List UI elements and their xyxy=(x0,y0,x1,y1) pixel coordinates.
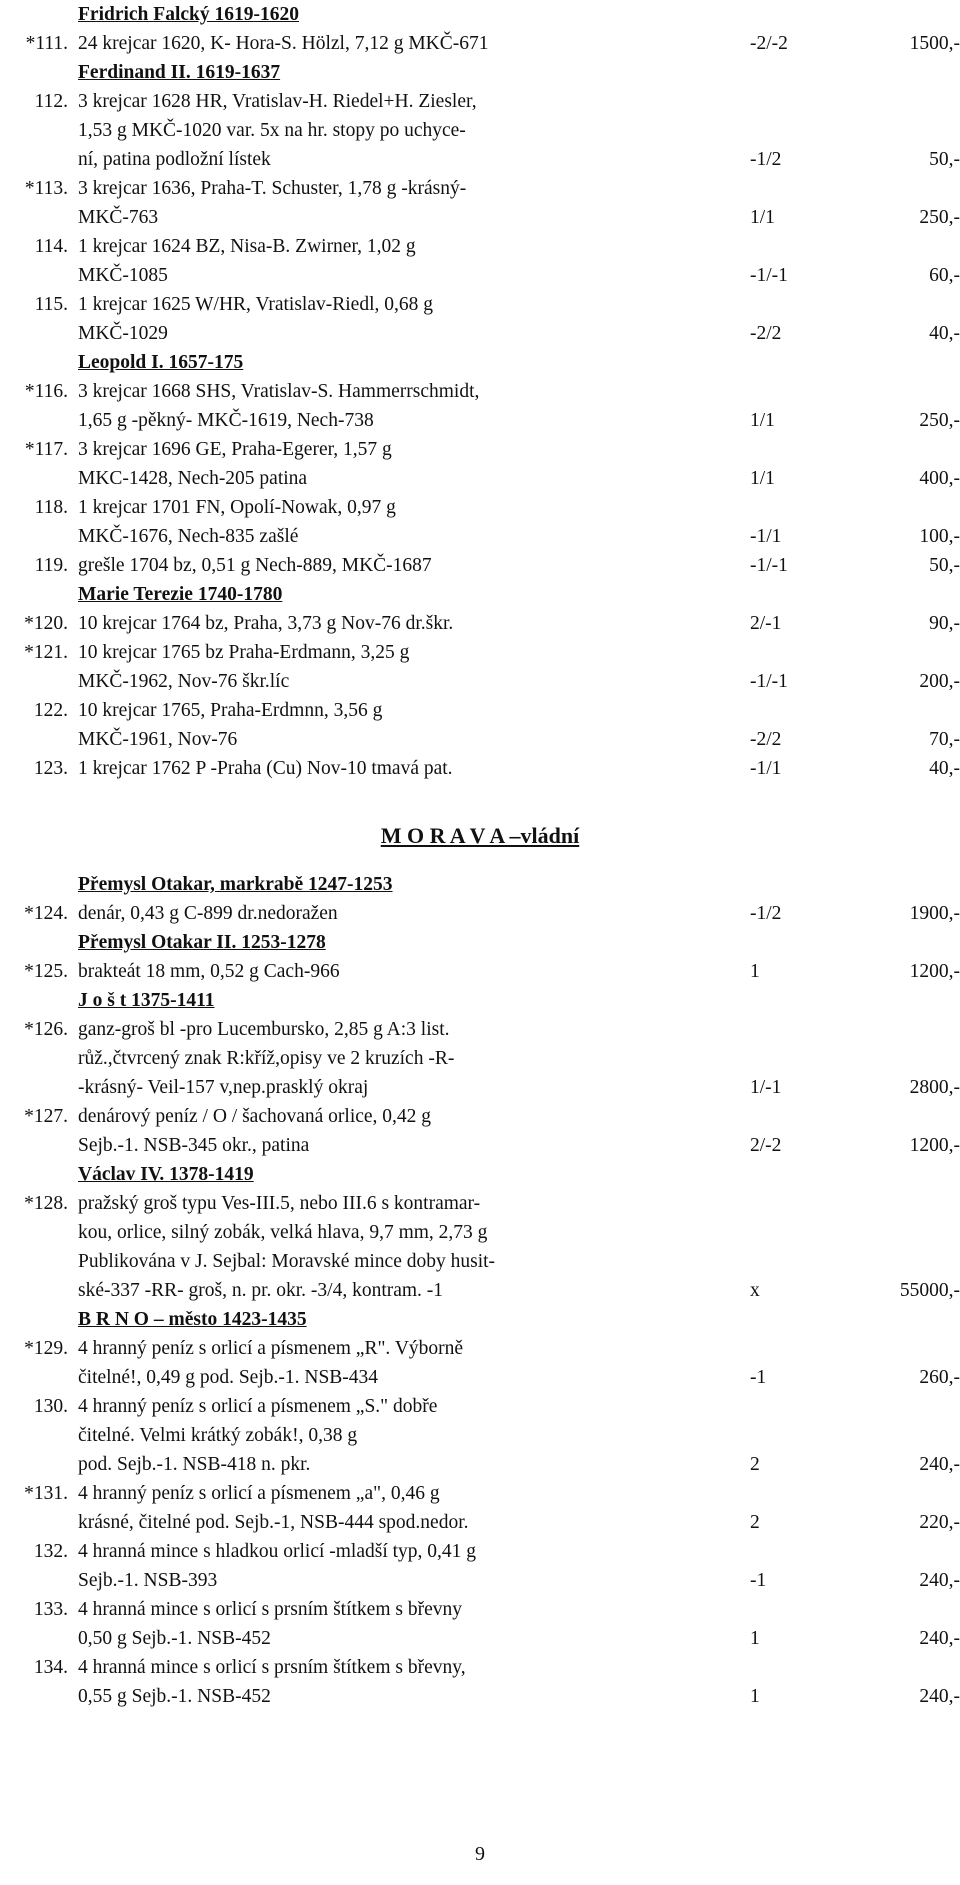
catalog-item-row xyxy=(0,261,960,290)
lot-description: MKČ-1961, Nov-76 xyxy=(78,729,238,750)
lot-description: MKC-1428, Nech-205 patina xyxy=(78,468,308,489)
lot-grade: x xyxy=(750,1280,760,1301)
lot-description: MKČ-1962, Nov-76 škr.líc xyxy=(78,671,290,692)
ruler-heading: Ferdinand II. 1619-1637 xyxy=(78,62,281,83)
catalog-item-row xyxy=(0,1392,960,1421)
lot-grade: -2/-2 xyxy=(750,33,788,54)
catalog-item-row xyxy=(0,1015,960,1044)
catalog-item-row xyxy=(0,1566,960,1595)
lot-description: pražský groš typu Ves-III.5, nebo III.6 s kontramar- xyxy=(78,1193,481,1214)
catalog-item-row xyxy=(0,1276,960,1305)
lot-number: *121. xyxy=(24,642,68,663)
ruler-heading-row xyxy=(0,1305,960,1334)
section-title: M O R A V A –vládní xyxy=(380,823,580,848)
lot-description: Publikována v J. Sejbal: Moravské mince doby husit- xyxy=(78,1251,496,1272)
lot-description: čitelné. Velmi krátký zobák!, 0,38 g xyxy=(78,1425,358,1446)
lot-description: 4 hranný peníz s orlicí a písmenem „R". Výborně xyxy=(78,1338,464,1359)
lot-description: 3 krejcar 1696 GE, Praha-Egerer, 1,57 g xyxy=(78,439,392,460)
catalog-item-row xyxy=(0,203,960,232)
lot-price: 240,- xyxy=(919,1628,960,1649)
ruler-heading-row xyxy=(0,58,960,87)
catalog-item-row xyxy=(0,1653,960,1682)
lot-description: 1 krejcar 1762 P -Praha (Cu) Nov-10 tmavá pat. xyxy=(78,758,453,779)
lot-description: MKČ-1029 xyxy=(78,323,168,344)
catalog-item-row xyxy=(0,696,960,725)
lot-description: 4 hranný peníz s orlicí a písmenem „S." dobře xyxy=(78,1396,438,1417)
lot-description: 1 krejcar 1624 BZ, Nisa-B. Zwirner, 1,02 g xyxy=(78,236,416,257)
catalog-item-row xyxy=(0,319,960,348)
lot-price: 50,- xyxy=(929,555,960,576)
ruler-heading-row xyxy=(0,580,960,609)
catalog-item-row xyxy=(0,1682,960,1711)
ruler-heading-row xyxy=(0,348,960,377)
lot-price: 260,- xyxy=(919,1367,960,1388)
catalog-item-row xyxy=(0,232,960,261)
lot-description: 1,65 g -pěkný- MKČ-1619, Nech-738 xyxy=(78,410,374,431)
lot-grade: -1/2 xyxy=(750,149,782,170)
lot-description: Sejb.-1. NSB-345 okr., patina xyxy=(78,1135,310,1156)
lot-description: 4 hranná mince s orlicí s prsním štítkem s břevny xyxy=(78,1599,462,1620)
lot-number: *116. xyxy=(24,381,68,402)
lot-price: 40,- xyxy=(929,323,960,344)
catalog-item-row xyxy=(0,957,960,986)
catalog-item-row xyxy=(0,638,960,667)
lot-grade: 2/-2 xyxy=(750,1135,782,1156)
lot-price: 2800,- xyxy=(909,1077,960,1098)
lot-grade: -1/-1 xyxy=(750,555,788,576)
catalog-item-row xyxy=(0,435,960,464)
lot-number: *128. xyxy=(24,1193,68,1214)
lot-price: 50,- xyxy=(929,149,960,170)
lot-number: *129. xyxy=(24,1338,68,1359)
catalog-item-row xyxy=(0,1363,960,1392)
catalog-item-row xyxy=(0,87,960,116)
lot-description: MKČ-1676, Nech-835 zašlé xyxy=(78,526,299,547)
catalog-item-row xyxy=(0,1624,960,1653)
lot-grade: -1/1 xyxy=(750,526,782,547)
lot-number: 112. xyxy=(34,91,68,112)
lot-price: 400,- xyxy=(919,468,960,489)
catalog-item-row xyxy=(0,725,960,754)
lot-grade: -1 xyxy=(750,1367,767,1388)
catalog-item-row xyxy=(0,1044,960,1073)
lot-description: 3 krejcar 1636, Praha-T. Schuster, 1,78 g -krásný- xyxy=(78,178,467,199)
lot-price: 70,- xyxy=(929,729,960,750)
ruler-heading-row xyxy=(0,928,960,957)
lot-description: denár, 0,43 g C-899 dr.nedoražen xyxy=(78,903,338,924)
catalog-item-row xyxy=(0,1508,960,1537)
ruler-heading: Přemysl Otakar, markrabě 1247-1253 xyxy=(78,874,393,895)
lot-number: 123. xyxy=(33,758,68,779)
lot-description: 10 krejcar 1765 bz Praha-Erdmann, 3,25 g xyxy=(78,642,410,663)
lot-description: grešle 1704 bz, 0,51 g Nech-889, MKČ-1687 xyxy=(78,555,432,576)
lot-price: 60,- xyxy=(929,265,960,286)
page-number: 9 xyxy=(475,1843,485,1865)
lot-grade: -1/2 xyxy=(750,903,782,924)
lot-price: 1200,- xyxy=(909,1135,960,1156)
ruler-heading: Leopold I. 1657-175 xyxy=(78,352,244,373)
lot-number: 133. xyxy=(33,1599,68,1620)
lot-number: 115. xyxy=(34,294,68,315)
lot-grade: 2 xyxy=(750,1512,760,1533)
catalog-item-row xyxy=(0,116,960,145)
lot-description: -krásný- Veil-157 v,nep.prasklý okraj xyxy=(78,1077,369,1098)
lot-description: MKČ-1085 xyxy=(78,265,168,286)
lot-description: 10 krejcar 1765, Praha-Erdmnn, 3,56 g xyxy=(78,700,383,721)
lot-number: *127. xyxy=(24,1106,68,1127)
lot-description: Sejb.-1. NSB-393 xyxy=(78,1570,218,1591)
catalog-item-row xyxy=(0,377,960,406)
catalog-item-row xyxy=(0,1450,960,1479)
lot-number: *124. xyxy=(24,903,68,924)
catalog-item-row xyxy=(0,899,960,928)
catalog-item-row xyxy=(0,1595,960,1624)
lot-number: *131. xyxy=(24,1483,68,1504)
lot-number: 132. xyxy=(33,1541,68,1562)
lot-number: *113. xyxy=(24,178,68,199)
lot-price: 90,- xyxy=(929,613,960,634)
lot-description: 0,55 g Sejb.-1. NSB-452 xyxy=(78,1686,271,1707)
lot-price: 240,- xyxy=(919,1454,960,1475)
lot-grade: -1/-1 xyxy=(750,265,788,286)
lot-description: ní, patina podložní lístek xyxy=(78,149,271,170)
ruler-heading: Marie Terezie 1740-1780 xyxy=(78,584,283,605)
ruler-heading: Václav IV. 1378-1419 xyxy=(78,1164,254,1185)
lot-price: 100,- xyxy=(919,526,960,547)
lot-description: 4 hranná mince s hladkou orlicí -mladší typ, 0,41 g xyxy=(78,1541,477,1562)
lot-price: 1500,- xyxy=(909,33,960,54)
lot-price: 200,- xyxy=(919,671,960,692)
lot-number: 134. xyxy=(33,1657,68,1678)
lot-price: 240,- xyxy=(919,1686,960,1707)
ruler-heading: Fridrich Falcký 1619-1620 xyxy=(78,4,299,25)
ruler-heading: Přemysl Otakar II. 1253-1278 xyxy=(78,932,326,953)
lot-price: 220,- xyxy=(919,1512,960,1533)
lot-description: 4 hranná mince s orlicí s prsním štítkem s břevny, xyxy=(78,1657,466,1678)
lot-grade: 1/1 xyxy=(750,207,775,228)
lot-description: 1,53 g MKČ-1020 var. 5x na hr. stopy po uchyce- xyxy=(78,120,466,141)
lot-description: ganz-groš bl -pro Lucembursko, 2,85 g A:3 list. xyxy=(78,1019,450,1040)
lot-number: 118. xyxy=(34,497,68,518)
lot-number: 119. xyxy=(34,555,68,576)
lot-number: *120. xyxy=(24,613,68,634)
catalog-item-row xyxy=(0,754,960,783)
catalog-item-row xyxy=(0,1537,960,1566)
catalog-item-row xyxy=(0,29,960,58)
lot-grade: 1 xyxy=(750,961,760,982)
lot-description: 3 krejcar 1628 HR, Vratislav-H. Riedel+H. Ziesler, xyxy=(78,91,477,112)
catalog-item-row xyxy=(0,406,960,435)
lot-description: krásné, čitelné pod. Sejb.-1, NSB-444 spod.nedor. xyxy=(78,1512,469,1533)
lot-description: denárový peníz / O / šachovaná orlice, 0,42 g xyxy=(78,1106,432,1127)
catalog-item-row xyxy=(0,1247,960,1276)
catalog-item-row xyxy=(0,1479,960,1508)
lot-description: 1 krejcar 1625 W/HR, Vratislav-Riedl, 0,68 g xyxy=(78,294,433,315)
lot-number: 122. xyxy=(33,700,68,721)
catalog-item-row xyxy=(0,174,960,203)
lot-grade: 1 xyxy=(750,1686,760,1707)
catalog-item-row xyxy=(0,493,960,522)
lot-price: 1200,- xyxy=(909,961,960,982)
lot-grade: 2/-1 xyxy=(750,613,782,634)
catalog-item-row xyxy=(0,1218,960,1247)
lot-grade: -2/2 xyxy=(750,729,782,750)
catalog-item-row xyxy=(0,1131,960,1160)
ruler-heading-row xyxy=(0,1160,960,1189)
lot-grade: 1 xyxy=(750,1628,760,1649)
lot-grade: -1/-1 xyxy=(750,671,788,692)
lot-grade: 1/1 xyxy=(750,468,775,489)
lot-description: kou, orlice, silný zobák, velká hlava, 9,7 mm, 2,73 g xyxy=(78,1222,488,1243)
catalog-item-row xyxy=(0,551,960,580)
lot-description: ské-337 -RR- groš, n. pr. okr. -3/4, kontram. -1 xyxy=(78,1280,444,1301)
lot-description: 3 krejcar 1668 SHS, Vratislav-S. Hammerrschmidt, xyxy=(78,381,480,402)
catalog-item-row xyxy=(0,290,960,319)
lot-grade: -1/1 xyxy=(750,758,782,779)
lot-description: pod. Sejb.-1. NSB-418 n. pkr. xyxy=(78,1454,311,1475)
catalog-item-row xyxy=(0,145,960,174)
lot-description: 10 krejcar 1764 bz, Praha, 3,73 g Nov-76 dr.škr. xyxy=(78,613,454,634)
lot-price: 240,- xyxy=(919,1570,960,1591)
catalog-item-row xyxy=(0,1073,960,1102)
lot-number: 114. xyxy=(34,236,68,257)
ruler-heading-row xyxy=(0,870,960,899)
lot-price: 1900,- xyxy=(909,903,960,924)
catalog-item-row xyxy=(0,464,960,493)
lot-number: *117. xyxy=(24,439,68,460)
ruler-heading: J o š t 1375-1411 xyxy=(78,990,215,1011)
lot-number: *111. xyxy=(25,33,68,54)
lot-description: 24 krejcar 1620, K- Hora-S. Hölzl, 7,12 g MKČ-671 xyxy=(78,33,489,54)
catalog-item-row xyxy=(0,522,960,551)
lot-description: MKČ-763 xyxy=(78,207,159,228)
ruler-heading-row xyxy=(0,0,960,29)
lot-description: brakteát 18 mm, 0,52 g Cach-966 xyxy=(78,961,340,982)
lot-grade: -1 xyxy=(750,1570,767,1591)
lot-price: 250,- xyxy=(919,410,960,431)
lot-description: čitelné!, 0,49 g pod. Sejb.-1. NSB-434 xyxy=(78,1367,379,1388)
catalog-item-row xyxy=(0,1421,960,1450)
ruler-heading-row xyxy=(0,986,960,1015)
lot-grade: 2 xyxy=(750,1454,760,1475)
lot-grade: 1/-1 xyxy=(750,1077,782,1098)
lot-price: 250,- xyxy=(919,207,960,228)
catalog-item-row xyxy=(0,1102,960,1131)
lot-description: růž.,čtvrcený znak R:kříž,opisy ve 2 kruzích -R- xyxy=(78,1048,455,1069)
lot-price: 55000,- xyxy=(899,1280,960,1301)
catalog-item-row xyxy=(0,1334,960,1363)
lot-description: 1 krejcar 1701 FN, Opolí-Nowak, 0,97 g xyxy=(78,497,396,518)
lot-grade: 1/1 xyxy=(750,410,775,431)
ruler-heading: B R N O – město 1423-1435 xyxy=(78,1309,307,1330)
lot-number: 130. xyxy=(33,1396,68,1417)
lot-number: *126. xyxy=(24,1019,68,1040)
catalog-item-row xyxy=(0,667,960,696)
lot-grade: -2/2 xyxy=(750,323,782,344)
catalog-item-row xyxy=(0,1189,960,1218)
catalog-item-row xyxy=(0,609,960,638)
lot-number: *125. xyxy=(24,961,68,982)
lot-price: 40,- xyxy=(929,758,960,779)
lot-description: 4 hranný peníz s orlicí a písmenem „a", 0,46 g xyxy=(78,1483,440,1504)
lot-description: 0,50 g Sejb.-1. NSB-452 xyxy=(78,1628,271,1649)
